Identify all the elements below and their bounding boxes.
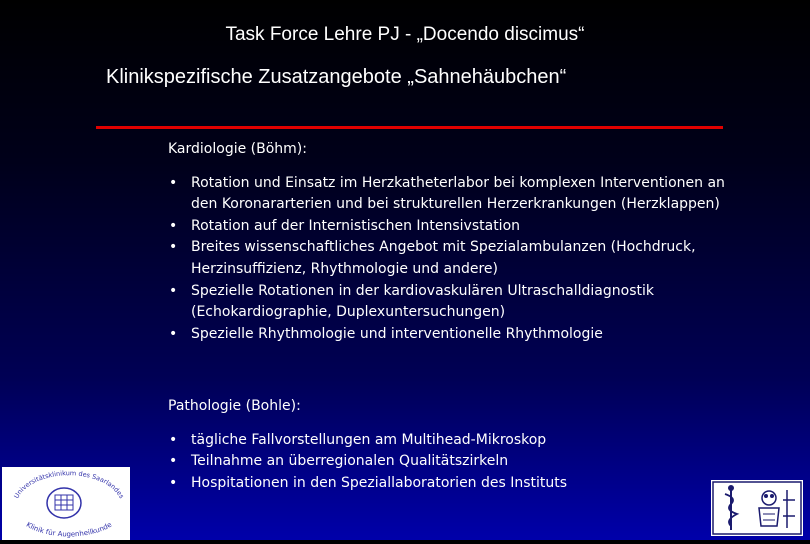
section-pathologie (168, 396, 748, 494)
list-item (168, 216, 748, 238)
list-item-text: Spezielle Rotationen in der kardiovaskulären Ultraschalldiagnostik (Echokardiographie, Duplexuntersuchungen) (191, 282, 654, 321)
list-item (168, 324, 748, 346)
bullet-icon: • (169, 239, 178, 256)
section-heading: Pathologie (Bohle): (168, 398, 301, 414)
bullet-list (168, 430, 748, 495)
faculty-crest-logo (711, 480, 803, 536)
list-item (168, 451, 748, 473)
list-item-text: Rotation auf der Internistischen Intensivstation (191, 217, 521, 234)
list-item-text: Teilnahme an überregionalen Qualitätszirkeln (191, 453, 509, 470)
bullet-icon: • (169, 474, 178, 491)
list-item-text: tägliche Fallvorstellungen am Multihead-Mikroskop (191, 431, 547, 448)
bullet-icon: • (169, 282, 178, 299)
list-item-text: Breites wissenschaftliches Angebot mit Spezialambulanzen (Hochdruck, Herzinsuffizienz, Rhythmologie und andere) (191, 239, 696, 277)
bullet-icon: • (169, 325, 178, 342)
list-item (168, 473, 748, 495)
section-heading: Kardiologie (Böhm): (168, 141, 307, 157)
svg-text:Klinik für Augenheilkunde (25, 521, 114, 539)
slide-subtitle: Klinikspezifische Zusatzangebote „Sahnehäubchen“ (106, 66, 567, 88)
seal-ring-text-top: Universitätsklinikum des Saarlandes (12, 469, 126, 500)
section-kardiologie (168, 139, 748, 345)
title-divider (96, 126, 723, 129)
list-item-text: Spezielle Rhythmologie und interventionelle Rhythmologie (191, 325, 603, 342)
caduceus-owl-crest-icon (711, 480, 803, 536)
bullet-icon: • (169, 174, 178, 191)
svg-text:Universitätsklinikum des Saarl (12, 469, 125, 500)
caduceus-icon (725, 485, 737, 530)
list-item (168, 237, 748, 280)
slide-title: Task Force Lehre PJ - „Docendo discimus“ (225, 24, 585, 45)
bullet-icon: • (169, 217, 178, 234)
university-logo (2, 467, 130, 540)
university-seal-icon (2, 467, 130, 540)
seal-ring-text-bottom: Klinik für Augenheilkunde (24, 520, 114, 539)
list-item (168, 281, 748, 324)
list-item (168, 430, 748, 452)
bullet-list (168, 173, 748, 346)
bullet-icon: • (169, 431, 178, 448)
owl-crest-icon (759, 490, 795, 528)
list-item (168, 173, 748, 216)
list-item-text: Hospitationen in den Speziallaboratorien des Instituts (191, 474, 568, 491)
bullet-icon: • (169, 453, 178, 470)
list-item-text: Rotation und Einsatz im Herzkatheterlabor bei komplexen Interventionen an den Koronararterien und bei strukturellen Herzerkrankungen (Herzklappen) (191, 174, 725, 213)
